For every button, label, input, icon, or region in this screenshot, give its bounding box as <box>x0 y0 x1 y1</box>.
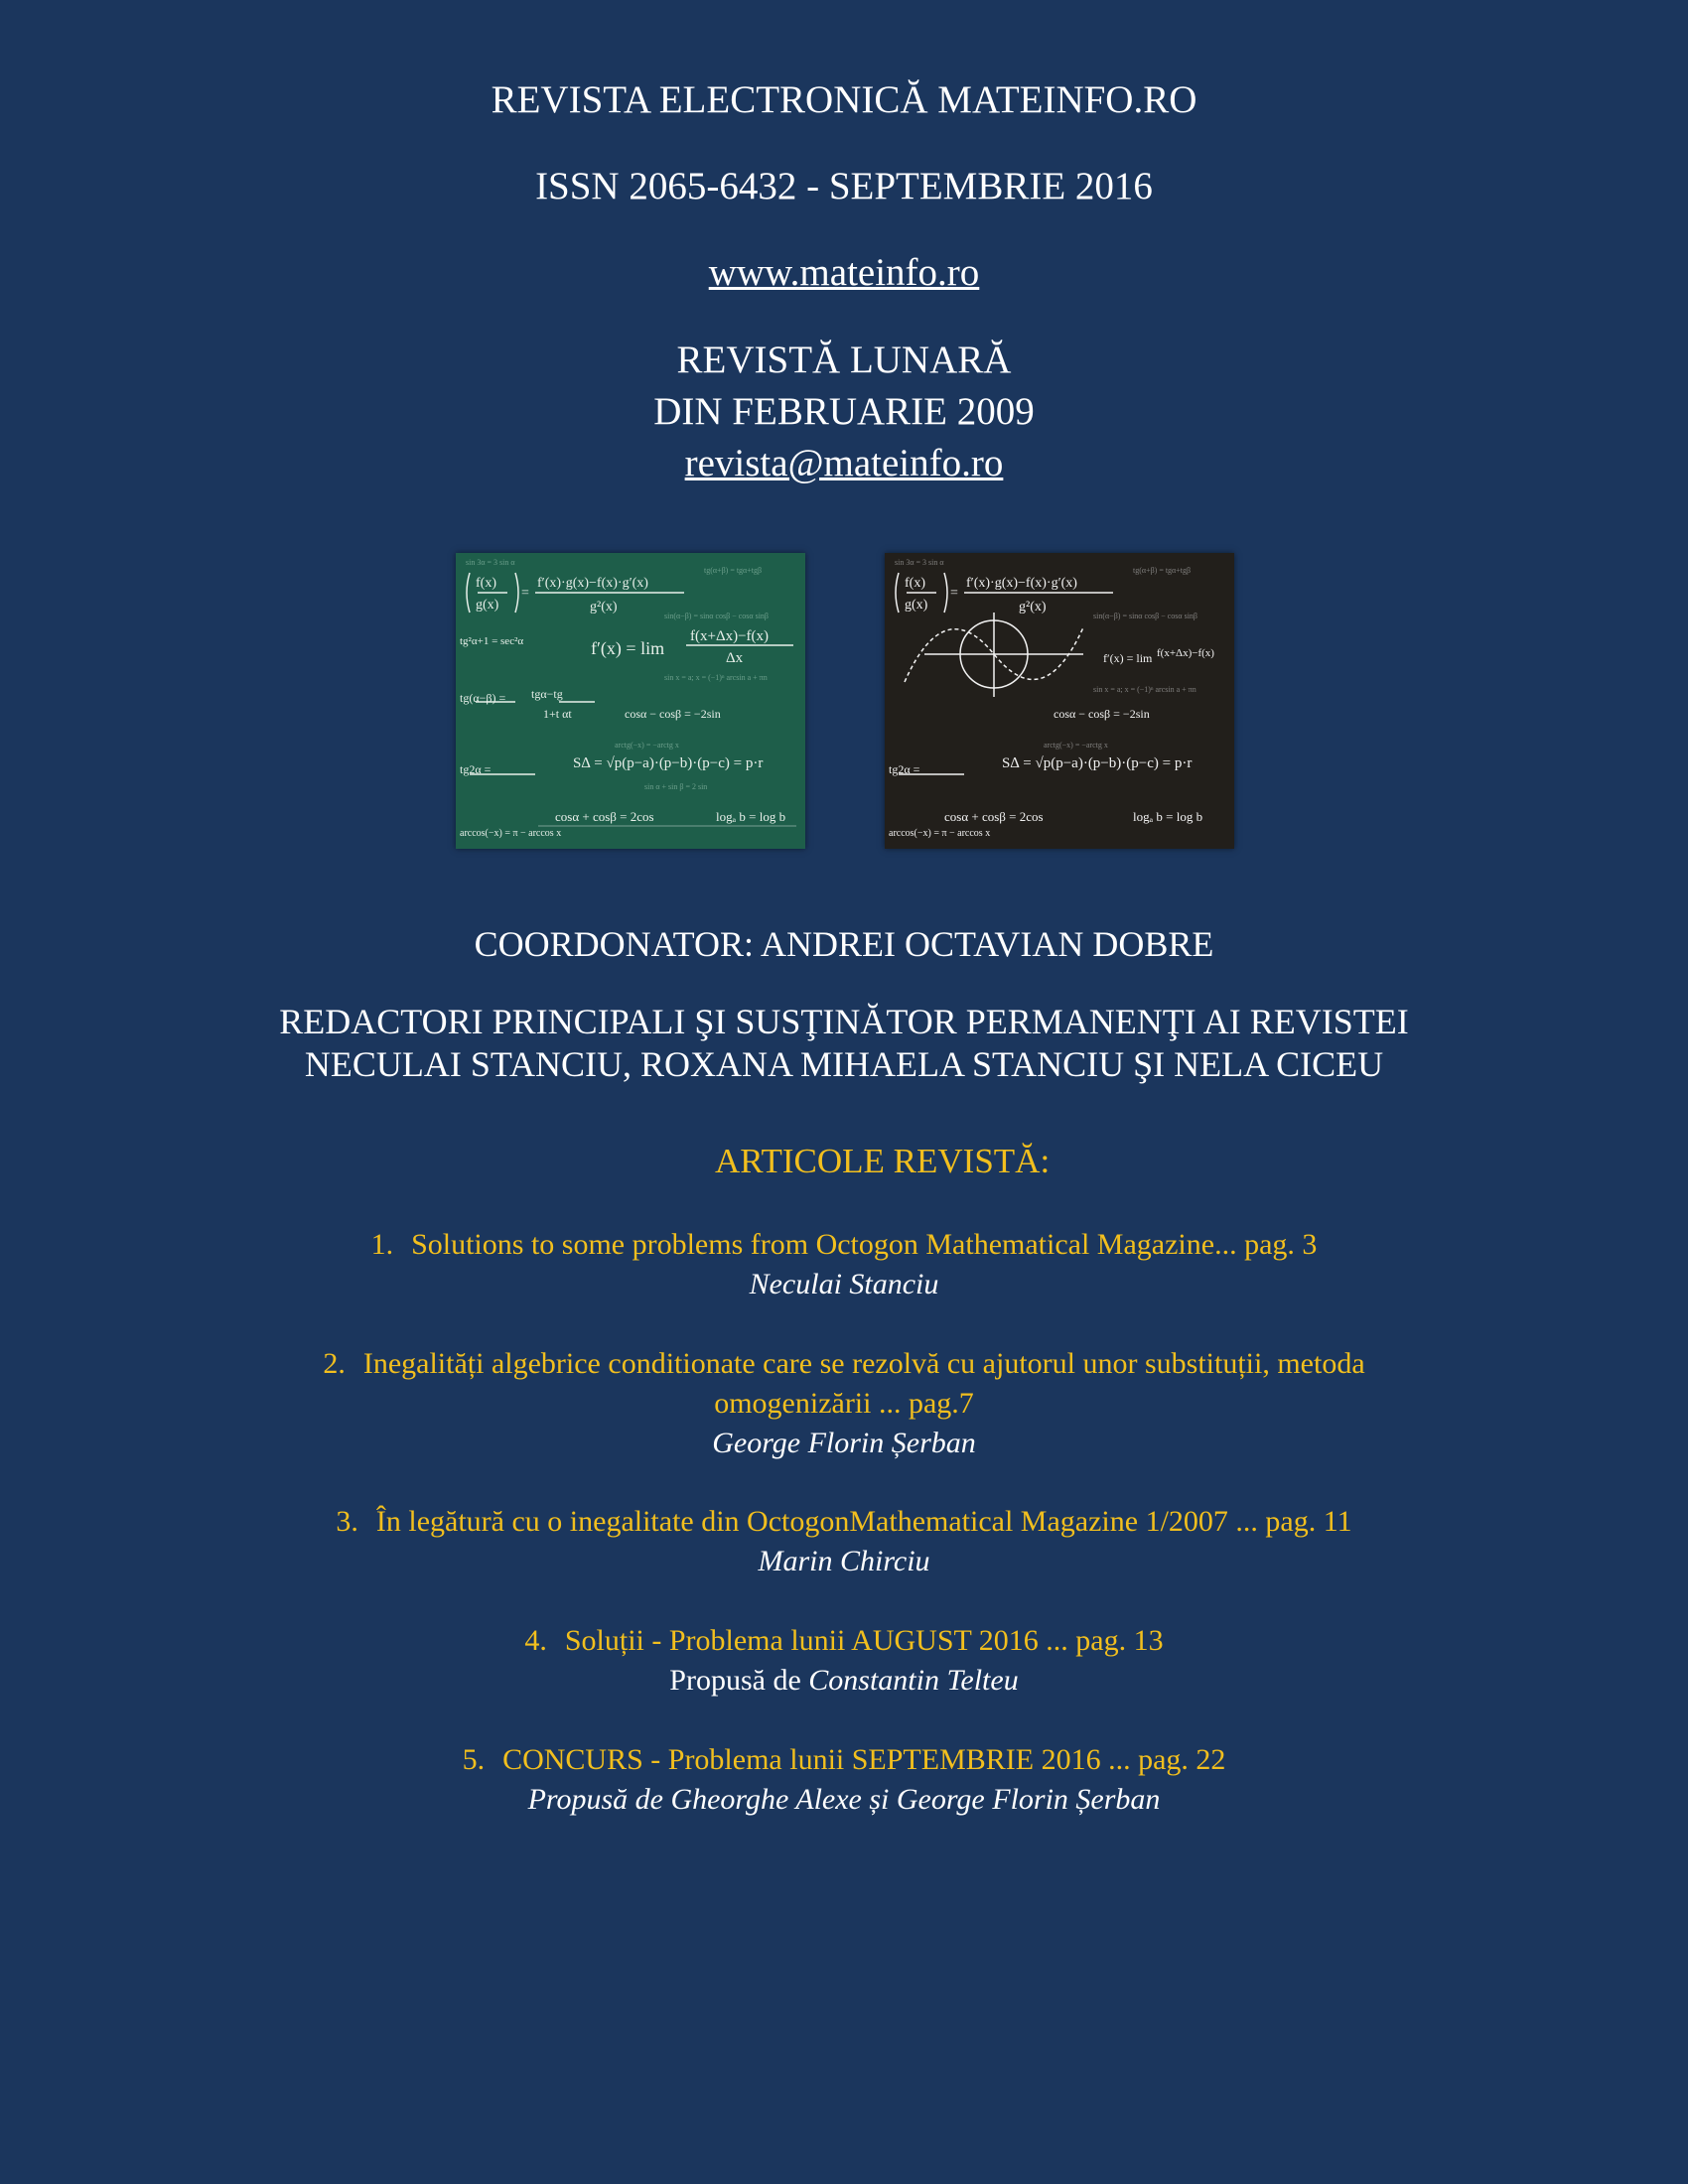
formula-illustration <box>456 553 805 849</box>
svg-text:logₐ b = log b: logₐ b = log b <box>1133 809 1203 824</box>
svg-text:=: = <box>521 586 529 601</box>
svg-text:tg(α+β) = tgα+tgβ: tg(α+β) = tgα+tgβ <box>1133 566 1192 575</box>
black-chalkboard-image <box>885 553 1234 849</box>
article-title-continued: omogenizării ... pag.7 <box>714 1387 974 1420</box>
svg-text:Δx: Δx <box>726 650 744 666</box>
svg-text:sin(α−β) = sinα cosβ − cosα si: sin(α−β) = sinα cosβ − cosα sinβ <box>664 612 769 620</box>
article-author: Neculai Stanciu <box>749 1268 939 1300</box>
website-line <box>0 250 1688 295</box>
editors-heading: REDACTORI PRINCIPALI ŞI SUSŢINĂTOR PERMANENŢI AI REVISTEI <box>279 1002 1409 1041</box>
svg-text:sin x = a; x = (−1)ⁿ arcsin a: sin x = a; x = (−1)ⁿ arcsin a + πn <box>1093 685 1196 694</box>
author-prefix: Propusă de <box>669 1664 809 1697</box>
article-item <box>0 1740 1688 1820</box>
svg-text:arccos(−x) = π − arccos x: arccos(−x) = π − arccos x <box>460 828 562 839</box>
svg-text:tg2α =: tg2α = <box>460 762 492 776</box>
svg-text:=: = <box>950 586 958 601</box>
chalkboard-images <box>456 553 1632 851</box>
magazine-title: REVISTA ELECTRONICĂ MATEINFO.RO <box>491 78 1197 121</box>
article-author: Propusă de Gheorghe Alexe și George Florin Șerban <box>527 1783 1161 1816</box>
svg-text:cosα − cosβ = −2sin: cosα − cosβ = −2sin <box>1054 707 1150 721</box>
article-author: Constantin Telteu <box>808 1664 1019 1697</box>
green-chalkboard-image <box>456 553 805 849</box>
svg-text:f(x): f(x) <box>476 576 496 591</box>
article-number: 5. <box>462 1743 486 1776</box>
article-number: 4. <box>524 1624 547 1657</box>
article-title: Inegalități algebrice conditionate care se rezolvă cu ajutorul unor substituții, metoda <box>362 1347 1365 1380</box>
svg-text:sin x = a; x = (−1)ⁿ arcsin a: sin x = a; x = (−1)ⁿ arcsin a + πn <box>664 673 768 682</box>
svg-text:cosα − cosβ = −2sin: cosα − cosβ = −2sin <box>625 707 721 721</box>
issn-line: ISSN 2065-6432 - SEPTEMBRIE 2016 <box>535 165 1153 207</box>
coordinator-line: COORDONATOR: ANDREI OCTAVIAN DOBRE <box>474 924 1214 964</box>
article-author: Marin Chirciu <box>758 1545 930 1577</box>
website-link[interactable]: www.mateinfo.ro <box>708 251 980 294</box>
svg-text:S∆ = √p(p−a)·(p−b)·(p−c) = p·r: S∆ = √p(p−a)·(p−b)·(p−c) = p·r <box>573 755 764 771</box>
svg-text:tg²α+1 = sec²α: tg²α+1 = sec²α <box>460 635 524 647</box>
article-number: 1. <box>370 1228 394 1261</box>
svg-text:g(x): g(x) <box>476 598 499 613</box>
article-item <box>0 1621 1688 1701</box>
svg-text:arctg(−x) = −arctg x: arctg(−x) = −arctg x <box>1044 741 1108 750</box>
editors-names: NECULAI STANCIU, ROXANA MIHAELA STANCIU ŞI NELA CICEU <box>304 1044 1384 1084</box>
article-title: Soluții - Problema lunii AUGUST 2016 ... pag. 13 <box>564 1624 1164 1657</box>
article-item <box>0 1344 1688 1463</box>
article-number: 2. <box>323 1347 346 1380</box>
svg-text:arccos(−x) = π − arccos x: arccos(−x) = π − arccos x <box>889 828 991 839</box>
svg-text:cosα + cosβ = 2cos: cosα + cosβ = 2cos <box>944 809 1044 824</box>
email-link[interactable]: revista@mateinfo.ro <box>684 442 1004 484</box>
svg-text:tg(α+β) = tgα+tgβ: tg(α+β) = tgα+tgβ <box>704 566 763 575</box>
article-title: CONCURS - Problema lunii SEPTEMBRIE 2016 ... pag. 22 <box>502 1743 1226 1776</box>
svg-text:1+t αt: 1+t αt <box>543 707 572 721</box>
svg-text:f(x): f(x) <box>905 576 925 591</box>
svg-text:f(x+Δx)−f(x): f(x+Δx)−f(x) <box>1157 647 1214 659</box>
article-item <box>0 1502 1688 1581</box>
svg-text:sin 3α = 3 sin α: sin 3α = 3 sin α <box>895 558 944 567</box>
svg-text:tg(α−β) =: tg(α−β) = <box>460 691 506 705</box>
since-label: DIN FEBRUARIE 2009 <box>653 390 1035 433</box>
svg-text:f(x+Δx)−f(x): f(x+Δx)−f(x) <box>690 628 770 644</box>
svg-text:g²(x): g²(x) <box>1019 600 1047 614</box>
svg-text:tgα−tg: tgα−tg <box>531 687 563 701</box>
svg-text:f′(x)·g(x)−f(x)·g′(x): f′(x)·g(x)−f(x)·g′(x) <box>537 576 648 591</box>
article-author: George Florin Șerban <box>712 1427 976 1459</box>
publication-info <box>0 335 1688 489</box>
article-item <box>0 1225 1688 1304</box>
article-number: 3. <box>336 1505 358 1538</box>
monthly-label: REVISTĂ LUNARĂ <box>676 339 1012 381</box>
svg-text:S∆ = √p(p−a)·(p−b)·(p−c) = p·r: S∆ = √p(p−a)·(p−b)·(p−c) = p·r <box>1002 755 1193 771</box>
svg-text:sin(α−β) = sinα cosβ − cosα si: sin(α−β) = sinα cosβ − cosα sinβ <box>1093 612 1197 620</box>
svg-text:sin 3α = 3 sin α: sin 3α = 3 sin α <box>466 558 515 567</box>
svg-text:arctg(−x) = −arctg x: arctg(−x) = −arctg x <box>615 741 679 750</box>
editors-block <box>0 1001 1688 1086</box>
svg-text:g(x): g(x) <box>905 598 928 613</box>
svg-text:cosα + cosβ = 2cos: cosα + cosβ = 2cos <box>555 809 654 824</box>
svg-text:logₐ b = log b: logₐ b = log b <box>716 809 786 824</box>
svg-text:f′(x)·g(x)−f(x)·g′(x): f′(x)·g(x)−f(x)·g′(x) <box>966 576 1077 591</box>
svg-text:f′(x) = lim: f′(x) = lim <box>1103 651 1153 665</box>
article-title: Solutions to some problems from Octogon Mathematical Magazine... pag. 3 <box>411 1228 1318 1261</box>
svg-text:g²(x): g²(x) <box>590 600 618 614</box>
articles-heading: ARTICOLE REVISTĂ: <box>715 1142 1051 1180</box>
formula-graph-illustration <box>885 553 1234 849</box>
article-title: În legătură cu o inegalitate din OctogonMathematical Magazine 1/2007 ... pag. 11 <box>375 1505 1352 1538</box>
svg-text:sin α + sin β = 2 sin: sin α + sin β = 2 sin <box>644 782 708 791</box>
svg-text:f′(x) = lim: f′(x) = lim <box>591 638 665 658</box>
svg-text:tg2α =: tg2α = <box>889 762 920 776</box>
